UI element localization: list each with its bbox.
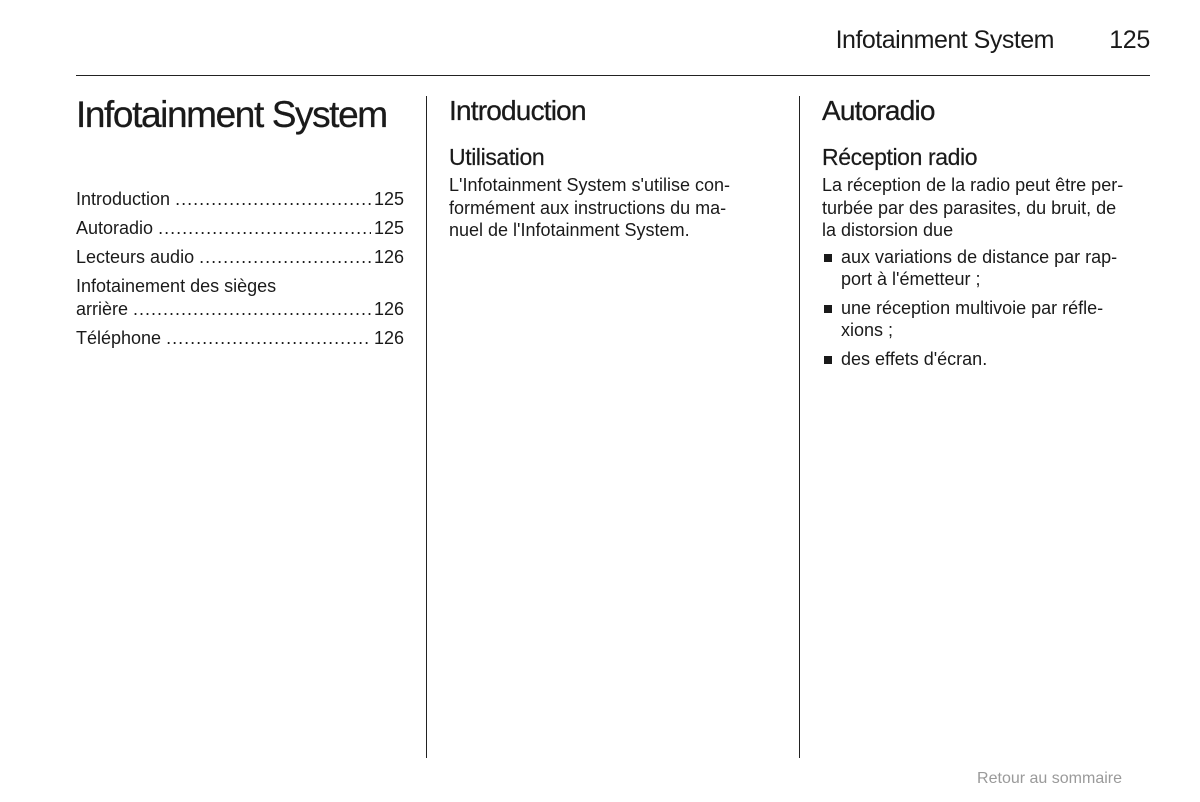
- toc-leader-dots: [133, 298, 371, 321]
- toc-entry-lecteurs-audio[interactable]: [76, 246, 404, 269]
- paragraph-utilisation: [449, 174, 769, 242]
- list-item: [822, 348, 1152, 371]
- toc-leader-dots: [158, 217, 371, 240]
- running-title: Infotainment System: [835, 26, 1054, 54]
- text-line: xions ;: [841, 320, 894, 340]
- toc-entry-page: 125: [373, 189, 404, 209]
- column-divider-1: [426, 96, 427, 758]
- bullet-list: [822, 246, 1152, 371]
- table-of-contents: [76, 188, 404, 356]
- toc-entry-label: arrière: [76, 299, 129, 319]
- back-to-contents-link[interactable]: Retour au sommaire: [977, 770, 1122, 787]
- text-line: des effets d'écran.: [841, 348, 988, 369]
- subsection-title-utilisation: Utilisation: [449, 144, 545, 170]
- header-rule: [76, 75, 1150, 76]
- column-chapter-contents: [76, 92, 404, 348]
- toc-entry-label: Lecteurs audio: [76, 247, 195, 267]
- text-line: port à l'émetteur ;: [841, 269, 981, 289]
- toc-leader-dots: [199, 246, 371, 269]
- toc-entry-label: Téléphone: [76, 328, 162, 348]
- subsection-title-reception-radio: Réception radio: [822, 144, 978, 170]
- column-introduction: [449, 92, 769, 242]
- chapter-title: Infotainment System: [76, 94, 387, 135]
- toc-leader-dots: [175, 188, 371, 211]
- text-line: une réception multivoie par réfle-: [841, 297, 1104, 318]
- section-title-autoradio: Autoradio: [822, 95, 935, 126]
- section-title-introduction: Introduction: [449, 95, 586, 126]
- toc-entry-autoradio[interactable]: [76, 217, 404, 240]
- toc-entry-label: Autoradio: [76, 218, 154, 238]
- toc-leader-dots: [166, 327, 371, 350]
- text-line: L'Infotainment System s'utilise con-: [449, 175, 730, 195]
- toc-entry-page: 126: [373, 299, 404, 319]
- toc-entry-label-line1: Infotainement des sièges: [76, 276, 277, 296]
- toc-entry-page: 125: [373, 218, 404, 238]
- toc-entry-label: Introduction: [76, 189, 171, 209]
- text-line: formément aux instructions du ma-: [449, 197, 727, 218]
- text-line: La réception de la radio peut être per-: [822, 175, 1124, 195]
- text-line: turbée par des parasites, du bruit, de: [822, 197, 1117, 218]
- paragraph-reception-radio: [822, 174, 1152, 242]
- square-bullet-icon: [824, 356, 832, 364]
- text-line: nuel de l'Infotainment System.: [449, 220, 690, 240]
- column-autoradio: [822, 92, 1152, 376]
- list-item: [822, 246, 1152, 291]
- page-number: 125: [1109, 26, 1150, 54]
- text-line: aux variations de distance par rap-: [841, 246, 1118, 267]
- toc-entry-infotainement-sieges[interactable]: [76, 275, 404, 321]
- running-header: [76, 24, 1150, 56]
- square-bullet-icon: [824, 254, 832, 262]
- toc-entry-telephone[interactable]: [76, 327, 404, 350]
- square-bullet-icon: [824, 305, 832, 313]
- column-divider-2: [799, 96, 800, 758]
- text-line: la distorsion due: [822, 220, 954, 240]
- toc-entry-page: 126: [373, 328, 404, 348]
- toc-entry-introduction[interactable]: [76, 188, 404, 211]
- list-item: [822, 297, 1152, 342]
- toc-entry-page: 126: [373, 247, 404, 267]
